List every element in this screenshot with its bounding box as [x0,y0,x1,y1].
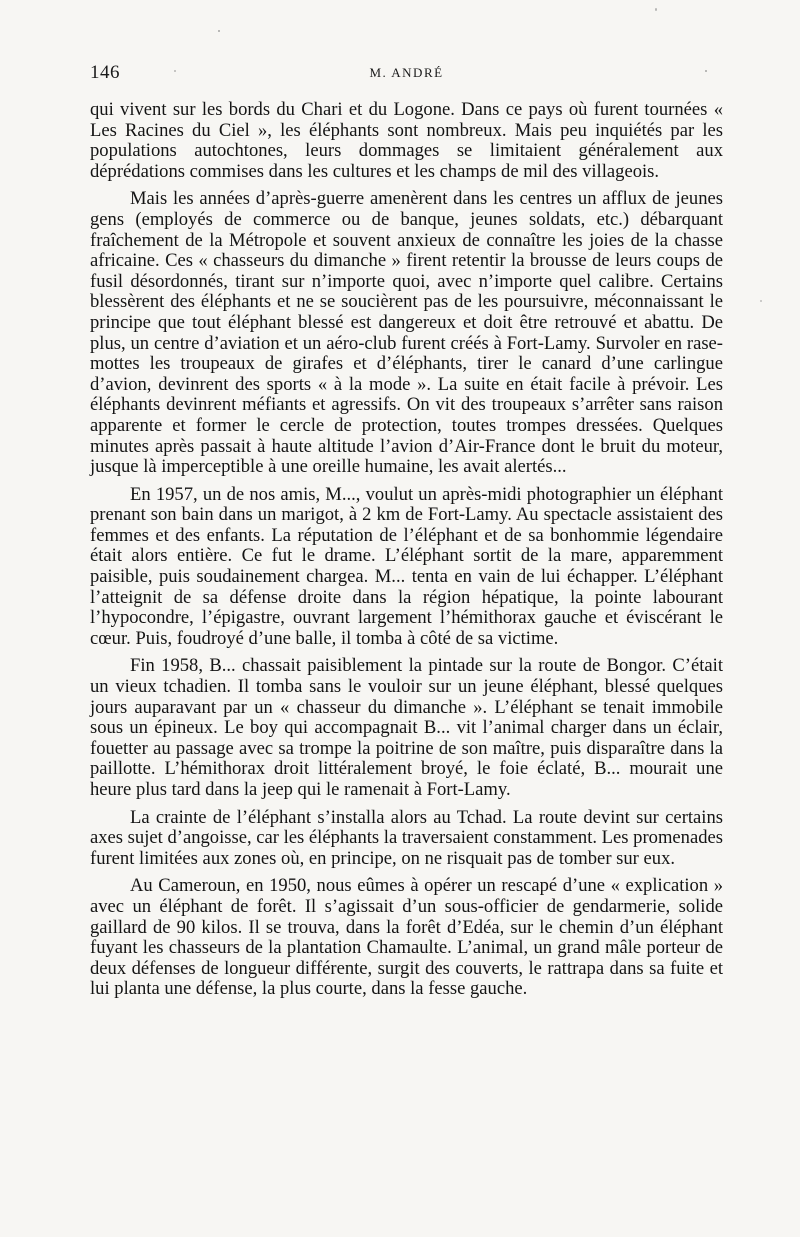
paragraph-1: qui vivent sur les bords du Chari et du Logone. Dans ce pays où furent tournées « Les Racines du Ciel », les éléphants sont nombreux. Mais peu inquiétés par les populations autochtones, leurs dommages se limitaient généralement aux déprédations commises dans les cultures et les champs de mil des villageois. [90,99,723,182]
paragraph-4: Fin 1958, B... chassait paisiblement la pintade sur la route de Bongor. C’était un vieux tchadien. Il tomba sans le vouloir sur un jeune éléphant, blessé quelques jours auparavant par un « chasseur du dimanche ». L’éléphant se tenait immobile sous un épineux. Le boy qui accompagnait B... vit l’animal charger dans un éclair, fouetter au passage avec sa trompe la poitrine de son maître, puis disparaître dans la paillotte. L’hémithorax droit littéralement broyé, le foie éclaté, B... mourait une heure plus tard dans la jeep qui le ramenait à Fort-Lamy. [90,655,723,800]
scan-speck [174,70,176,72]
body-text [90,100,723,1007]
page-header [90,62,723,86]
paragraph-2: Mais les années d’après-guerre amenèrent dans les centres un afflux de jeunes gens (employés de commerce ou de banque, jeunes soldats, etc.) débarquant fraîchement de la Métropole et souvent anxieux de connaître les joies de la chasse africaine. Ces « chasseurs du dimanche » firent retentir la brousse de leurs coups de fusil désordonnés, tirant sur n’importe quoi, avec n’importe quel calibre. Certains blessèrent des éléphants et ne se soucièrent pas de les poursuivre, méconnaissant le principe que tout éléphant blessé est dangereux et doit être retrouvé et abattu. De plus, un centre d’aviation et un aéro-club furent créés à Fort-Lamy. Survoler en rase-mottes les troupeaux de girafes et d’éléphants, tirer le canard d’une carlingue d’avion, devinrent des sports « à la mode ». La suite en était facile à prévoir. Les éléphants devinrent méfiants et agressifs. On vit des troupeaux s’arrêter sans raison apparente et former le cercle de protection, toutes trompes dressées. Quelques minutes après passait à haute altitude l’avion d’Air-France dont le bruit du moteur, jusque là imperceptible à une oreille humaine, les avait alertés... [90,188,723,478]
scan-speck [760,300,762,302]
scan-speck [655,8,657,11]
scan-speck [705,70,707,72]
scan-speck [218,30,220,32]
running-head: M. ANDRÉ [369,65,444,80]
page-number: 146 [90,62,120,83]
paragraph-6: Au Cameroun, en 1950, nous eûmes à opérer un rescapé d’une « explication » avec un éléphant de forêt. Il s’agissait d’un sous-officier de gendarmerie, solide gaillard de 90 kilos. Il se trouva, dans la forêt d’Edéa, sur le chemin d’un éléphant fuyant les chasseurs de la plantation Chamaulte. L’animal, un grand mâle porteur de deux défenses de longueur différente, surgit des couverts, le rattrapa dans sa fuite et lui planta une défense, la plus courte, dans la fesse gauche. [90,875,723,1000]
paragraph-3: En 1957, un de nos amis, M..., voulut un après-midi photographier un éléphant prenant son bain dans un marigot, à 2 km de Fort-Lamy. Au spectacle assistaient des femmes et des enfants. La réputation de l’éléphant et de sa bonhommie légendaire était alors entière. Ce fut le drame. L’éléphant sortit de la mare, apparemment paisible, puis soudainement chargea. M... tenta en vain de lui échapper. L’éléphant l’atteignit de sa défense droite dans la région hépatique, la pointe labourant l’hypocondre, l’épigastre, ouvrant largement l’hémithorax gauche et éviscérant le cœur. Puis, foudroyé d’une balle, il tomba à côté de sa victime. [90,483,723,649]
paragraph-5: La crainte de l’éléphant s’installa alors au Tchad. La route devint sur certains axes sujet d’angoisse, car les éléphants la traversaient constamment. Les promenades furent limitées aux zones où, en principe, on ne risquait pas de tomber sur eux. [90,806,723,869]
